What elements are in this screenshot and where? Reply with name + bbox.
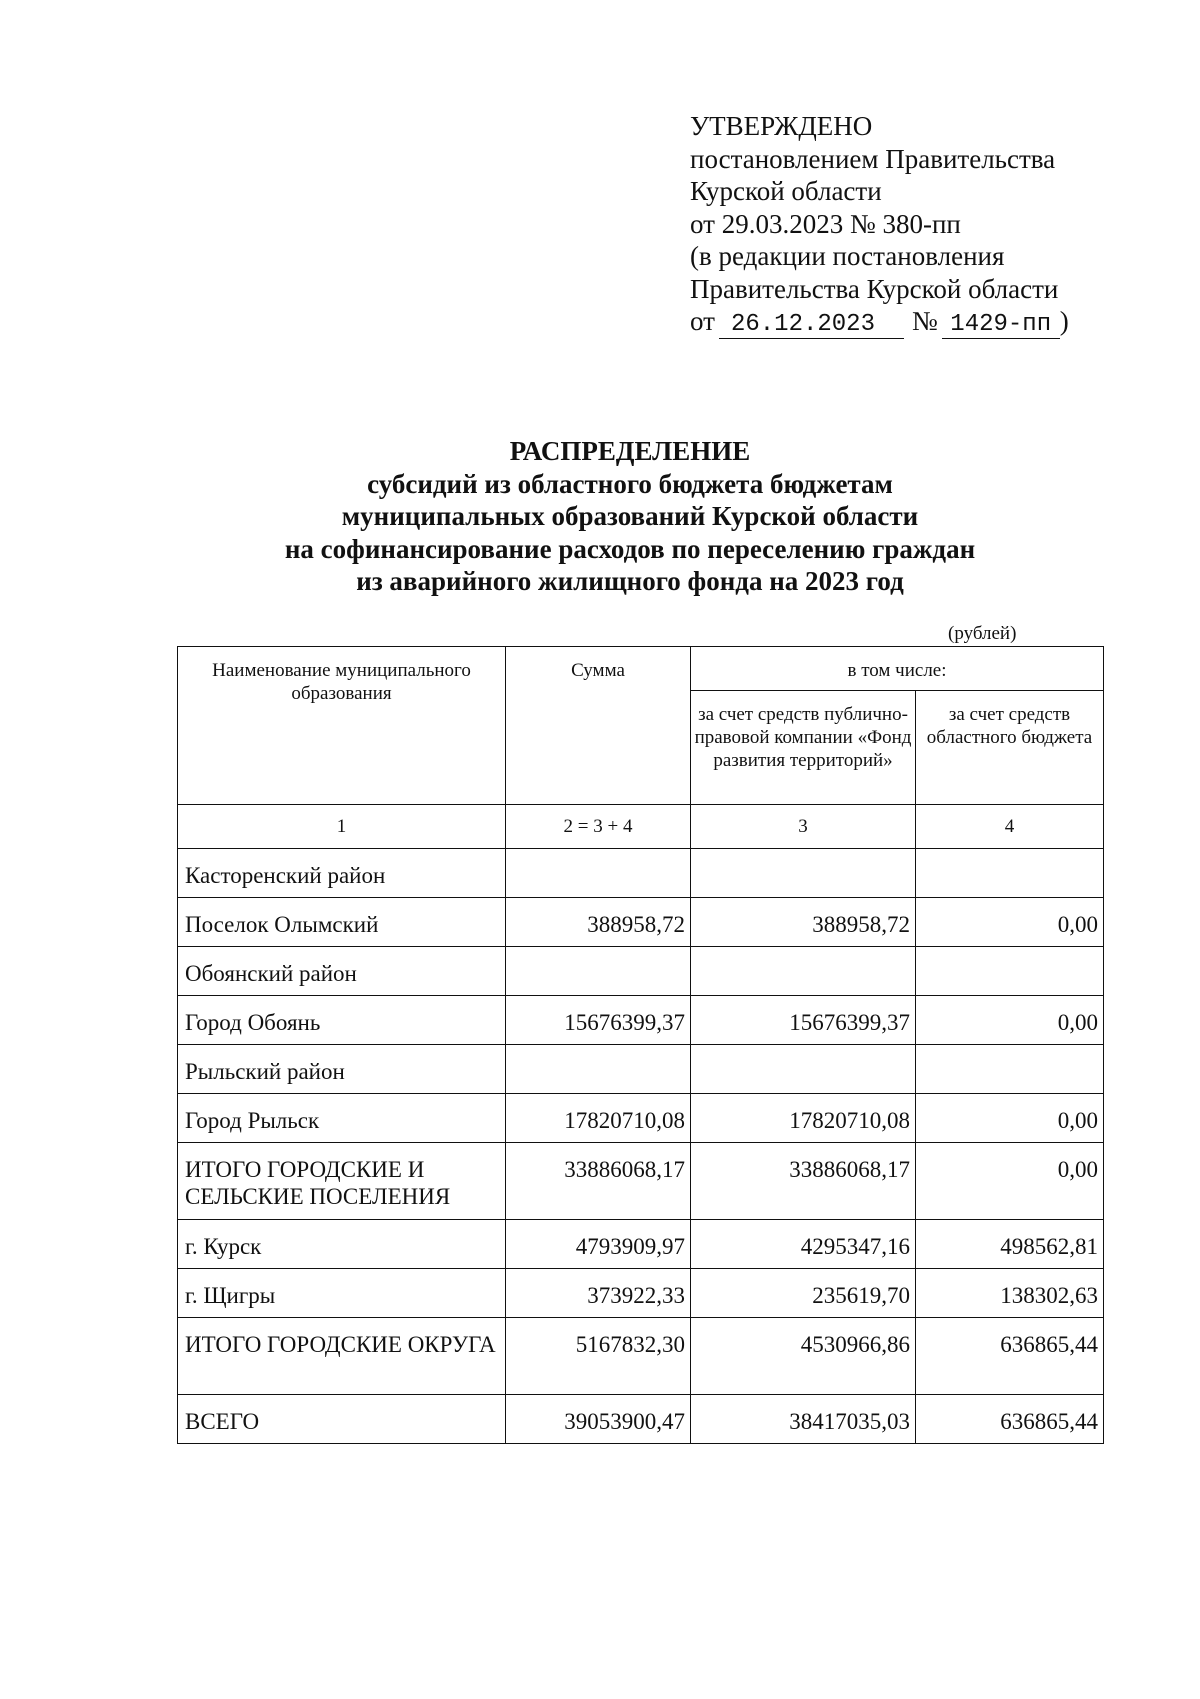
table-row: [178, 996, 1104, 1045]
number-sign: №: [911, 306, 938, 336]
row-regional: 636865,44: [916, 1395, 1104, 1444]
row-regional: 498562,81: [916, 1220, 1104, 1269]
row-name: г. Щигры: [178, 1269, 506, 1318]
title-line: на софинансирование расходов по переселению граждан: [284, 533, 976, 564]
closing-paren: ): [1059, 306, 1069, 336]
amendment-number: 1429-пп: [942, 312, 1060, 339]
column-number: 1: [178, 805, 506, 849]
approval-line: (в редакции постановления: [690, 241, 1005, 271]
document-title: [180, 435, 1080, 598]
title-line: муниципальных образований Курской области: [341, 501, 919, 531]
row-regional: 0,00: [916, 898, 1104, 947]
row-sum: 17820710,08: [506, 1094, 691, 1143]
row-sum: [506, 849, 691, 898]
table-row: [178, 1395, 1104, 1444]
table-row: [178, 1220, 1104, 1269]
header-sum: Сумма: [506, 647, 691, 805]
row-fund: 388958,72: [691, 898, 916, 947]
row-fund: 235619,70: [691, 1269, 916, 1318]
approval-line: Правительства Курской области: [690, 273, 1059, 304]
approval-line: Курской области: [690, 176, 882, 206]
distribution-table: [177, 646, 1104, 1444]
row-name: Касторенский район: [178, 849, 506, 898]
row-regional: [916, 1045, 1104, 1094]
amendment-prefix: от: [690, 306, 715, 336]
row-fund: 17820710,08: [691, 1094, 916, 1143]
row-regional: 0,00: [916, 1094, 1104, 1143]
row-name: Город Обоянь: [178, 996, 506, 1045]
row-sum: [506, 947, 691, 996]
header-including: в том числе:: [691, 647, 1104, 691]
row-regional: 0,00: [916, 996, 1104, 1045]
row-sum: 4793909,97: [506, 1220, 691, 1269]
approval-line: постановлением Правительства: [690, 143, 1056, 174]
row-sum: 5167832,30: [506, 1318, 691, 1395]
approval-block: [690, 110, 1069, 339]
title-line: РАСПРЕДЕЛЕНИЕ: [509, 436, 751, 466]
row-fund: 4295347,16: [691, 1220, 916, 1269]
row-fund: 15676399,37: [691, 996, 916, 1045]
approval-line: от 29.03.2023 № 380-пп: [690, 208, 961, 239]
row-sum: 33886068,17: [506, 1143, 691, 1220]
row-name: ИТОГО ГОРОДСКИЕ ОКРУГА: [178, 1318, 506, 1395]
approval-heading: УТВЕРЖДЕНО: [690, 111, 873, 141]
header-regional: за счет средств областного бюджета: [916, 691, 1104, 805]
row-fund: [691, 1045, 916, 1094]
title-line: субсидий из областного бюджета бюджетам: [367, 468, 893, 499]
row-fund: 33886068,17: [691, 1143, 916, 1220]
row-regional: 138302,63: [916, 1269, 1104, 1318]
row-name: Обоянский район: [178, 947, 506, 996]
row-regional: 0,00: [916, 1143, 1104, 1220]
row-fund: [691, 849, 916, 898]
row-fund: 38417035,03: [691, 1395, 916, 1444]
units-label: (рублей): [948, 623, 1017, 644]
title-line: из аварийного жилищного фонда на 2023 год: [356, 566, 904, 596]
table-row: [178, 947, 1104, 996]
column-number: 4: [916, 805, 1104, 849]
row-name: Город Рыльск: [178, 1094, 506, 1143]
table-row: [178, 1094, 1104, 1143]
column-number: 3: [691, 805, 916, 849]
row-sum: 39053900,47: [506, 1395, 691, 1444]
row-sum: [506, 1045, 691, 1094]
row-regional: [916, 849, 1104, 898]
row-fund: [691, 947, 916, 996]
amendment-date: 26.12.2023: [719, 312, 904, 339]
row-regional: 636865,44: [916, 1318, 1104, 1395]
row-sum: 15676399,37: [506, 996, 691, 1045]
header-name: Наименование муниципального образования: [178, 647, 506, 805]
table-row: [178, 1318, 1104, 1395]
row-sum: 373922,33: [506, 1269, 691, 1318]
table-row: [178, 1143, 1104, 1220]
row-name: Поселок Олымский: [178, 898, 506, 947]
amendment-line: [690, 305, 1069, 339]
row-regional: [916, 947, 1104, 996]
column-number: 2 = 3 + 4: [506, 805, 691, 849]
row-name: Рыльский район: [178, 1045, 506, 1094]
row-name: г. Курск: [178, 1220, 506, 1269]
row-name: ВСЕГО: [178, 1395, 506, 1444]
table-row: [178, 1269, 1104, 1318]
table-row: [178, 898, 1104, 947]
table-row: [178, 1045, 1104, 1094]
table-row: [178, 849, 1104, 898]
row-name: ИТОГО ГОРОДСКИЕ И СЕЛЬСКИЕ ПОСЕЛЕНИЯ: [178, 1143, 506, 1220]
row-fund: 4530966,86: [691, 1318, 916, 1395]
row-sum: 388958,72: [506, 898, 691, 947]
header-fund: за счет средств публично-правовой компании «Фонд развития территорий»: [691, 691, 916, 805]
